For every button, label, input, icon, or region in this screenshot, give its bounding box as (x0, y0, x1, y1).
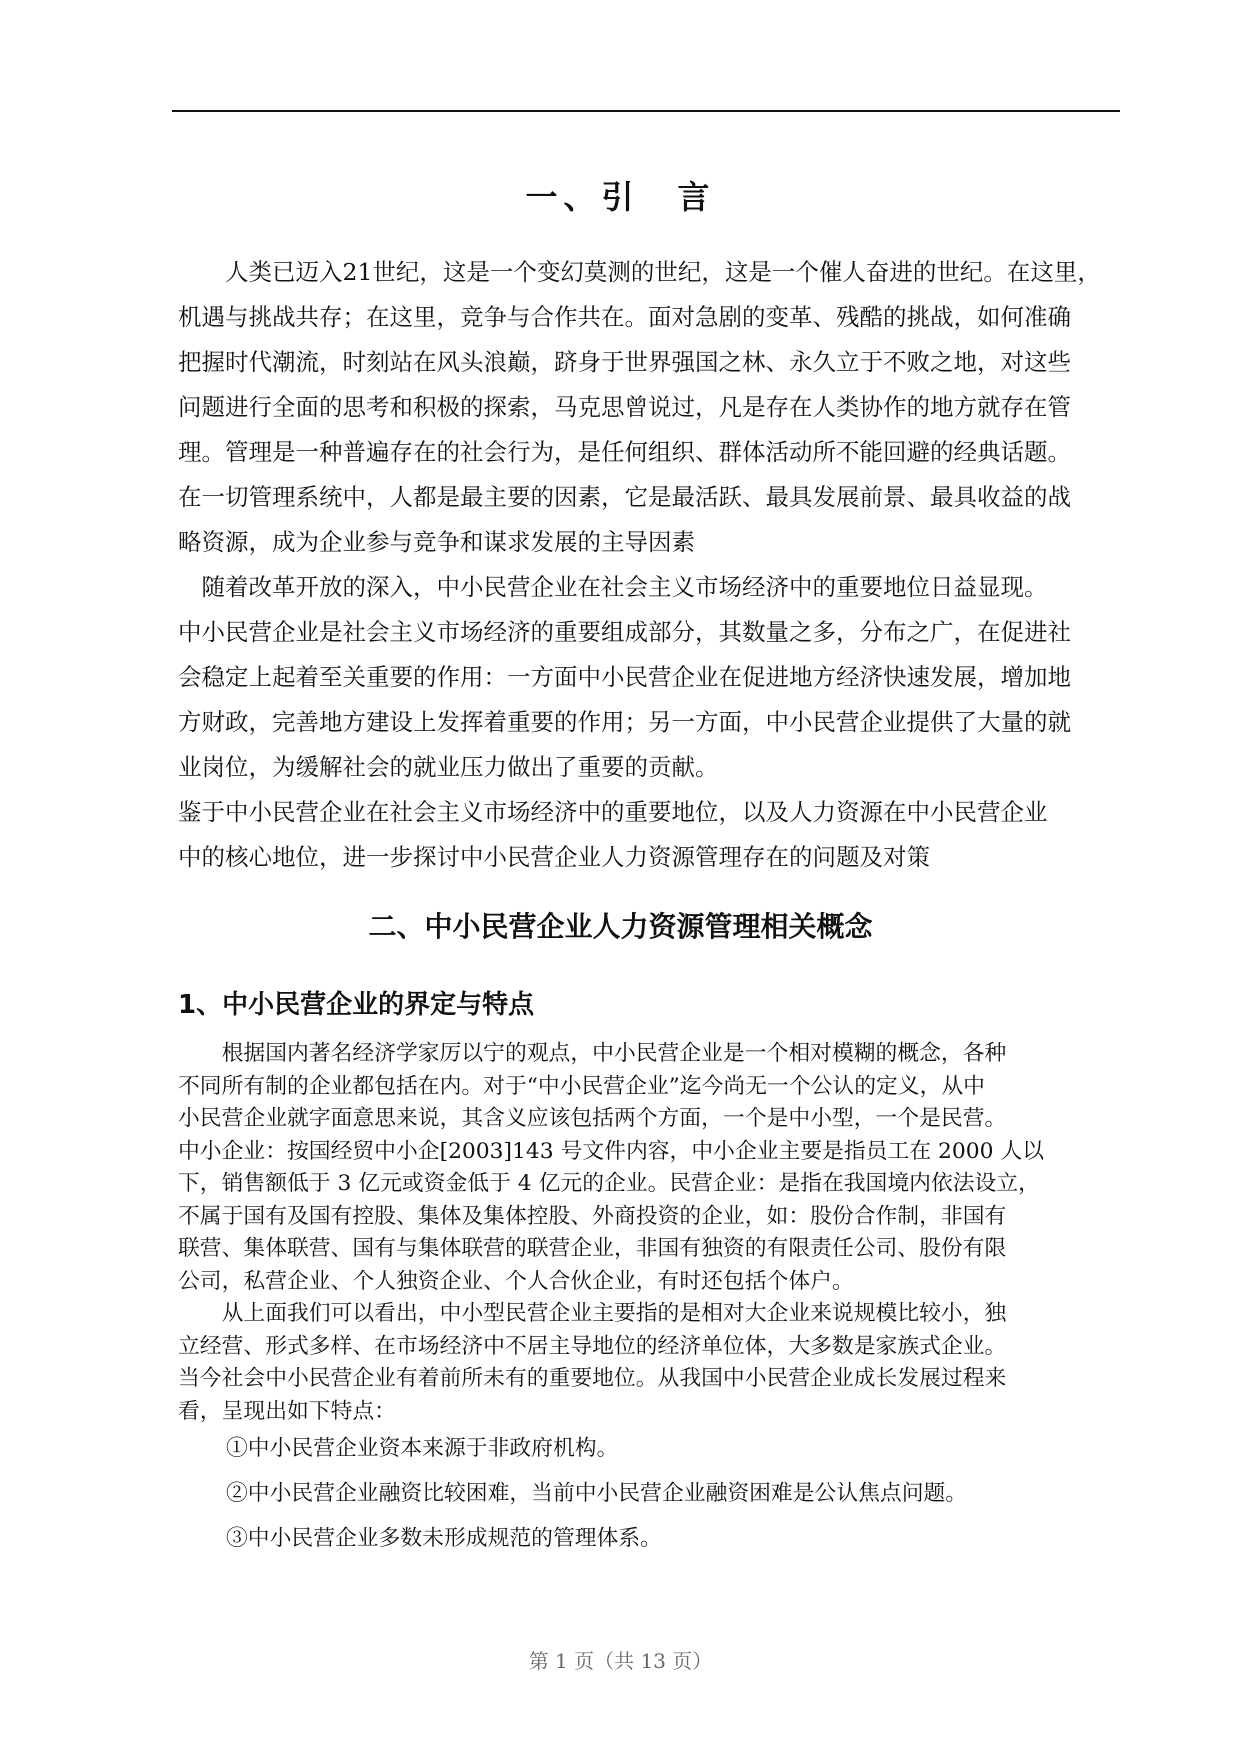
paragraph-line: 立经营、形式多样、在市场经济中不居主导地位的经济单位体，大多数是家族式企业。 (178, 1333, 1007, 1359)
paragraph-line: 看，呈现出如下特点： (178, 1398, 396, 1424)
paragraph-line: 理。管理是一种普遍存在的社会行为，是任何组织、群体活动所不能回避的经典话题。 (178, 438, 1071, 466)
section-1-title: 一、引 言 (525, 178, 716, 216)
section-2-title: 二、中小民营企业人力资源管理相关概念 (368, 910, 873, 943)
paragraph-line: 在一切管理系统中，人都是最主要的因素，它是最活跃、最具发展前景、最具收益的战 (178, 483, 1071, 511)
section-1-body (178, 250, 1118, 880)
paragraph-line: 小民营企业就字面意思来说，其含义应该包括两个方面，一个是中小型，一个是民营。 (178, 1106, 1007, 1131)
paragraph-line: 当今社会中小民营企业有着前所未有的重要地位。从我国中小民营企业成长发展过程来 (178, 1366, 1007, 1391)
paragraph-line: 下，销售额低于 3 亿元或资金低于 4 亿元的企业。民营企业：是指在我国境内依法设立， (178, 1171, 1040, 1196)
paragraph-line: 鉴于中小民营企业在社会主义市场经济中的重要地位，以及人力资源在中小民营企业 (178, 798, 1048, 826)
feature-item: ②中小民营企业融资比较困难，当前中小民营企业融资困难是公认焦点问题。 (226, 1481, 968, 1506)
feature-item: ①中小民营企业资本来源于非政府机构。 (226, 1436, 619, 1461)
paragraph-line: 把握时代潮流，时刻站在风头浪巅，跻身于世界强国之林、永久立于不败之地，对这些 (178, 348, 1071, 376)
paragraph-line: 机遇与挑战共存；在这里，竞争与合作共在。面对急剧的变革、残酷的挑战，如何准确 (178, 303, 1071, 331)
feature-item: ③中小民营企业多数未形成规范的管理体系。 (226, 1526, 662, 1551)
paragraph-line: 中小企业：按国经贸中小企[2003]143 号文件内容，中小企业主要是指员工在 2000 人以 (178, 1138, 1045, 1164)
subsection-1-title: 1、中小民营企业的界定与特点 (178, 990, 535, 1020)
paragraph-line: 人类已迈入21世纪，这是一个变幻莫测的世纪，这是一个催人奋进的世纪。在这里， (178, 258, 1101, 286)
paragraph-line: 不同所有制的企业都包括在内。对于“中小民营企业”迄今尚无一个公认的定义，从中 (178, 1073, 985, 1099)
paragraph-line: 公司，私营企业、个人独资企业、个人合伙企业，有时还包括个体户。 (178, 1268, 854, 1294)
paragraph-line: 业岗位，为缓解社会的就业压力做出了重要的贡献。 (178, 753, 719, 781)
paragraph-line: 方财政，完善地方建设上发挥着重要的作用；另一方面，中小民营企业提供了大量的就 (178, 708, 1071, 736)
paragraph-line: 随着改革开放的深入，中小民营企业在社会主义市场经济中的重要地位日益显现。 (178, 573, 1048, 601)
paragraph-line: 联营、集体联营、国有与集体联营的联营企业，非国有独资的有限责任公司、股份有限 (178, 1236, 1007, 1261)
paragraph-line: 略资源，成为企业参与竞争和谋求发展的主导因素 (178, 528, 695, 556)
page-number-footer: 第 1 页（共 13 页） (528, 1649, 713, 1673)
paragraph-line: 根据国内著名经济学家厉以宁的观点，中小民营企业是一个相对模糊的概念，各种 (178, 1041, 1007, 1066)
paragraph-line: 中的核心地位，进一步探讨中小民营企业人力资源管理存在的问题及对策 (178, 843, 930, 871)
paragraph-line: 不属于国有及国有控股、集体及集体控股、外商投资的企业，如：股份合作制，非国有 (178, 1203, 1007, 1229)
header-rule (172, 110, 1120, 112)
paragraph-line: 中小民营企业是社会主义市场经济的重要组成部分，其数量之多，分布之广，在促进社 (178, 618, 1071, 646)
paragraph-line: 从上面我们可以看出，中小型民营企业主要指的是相对大企业来说规模比较小，独 (178, 1301, 1007, 1326)
paragraph-line: 问题进行全面的思考和积极的探索，马克思曾说过，凡是存在人类协作的地方就存在管 (178, 393, 1071, 421)
subsection-1-body (178, 1038, 1118, 1428)
paragraph-line: 会稳定上起着至关重要的作用：一方面中小民营企业在促进地方经济快速发展，增加地 (178, 663, 1071, 691)
